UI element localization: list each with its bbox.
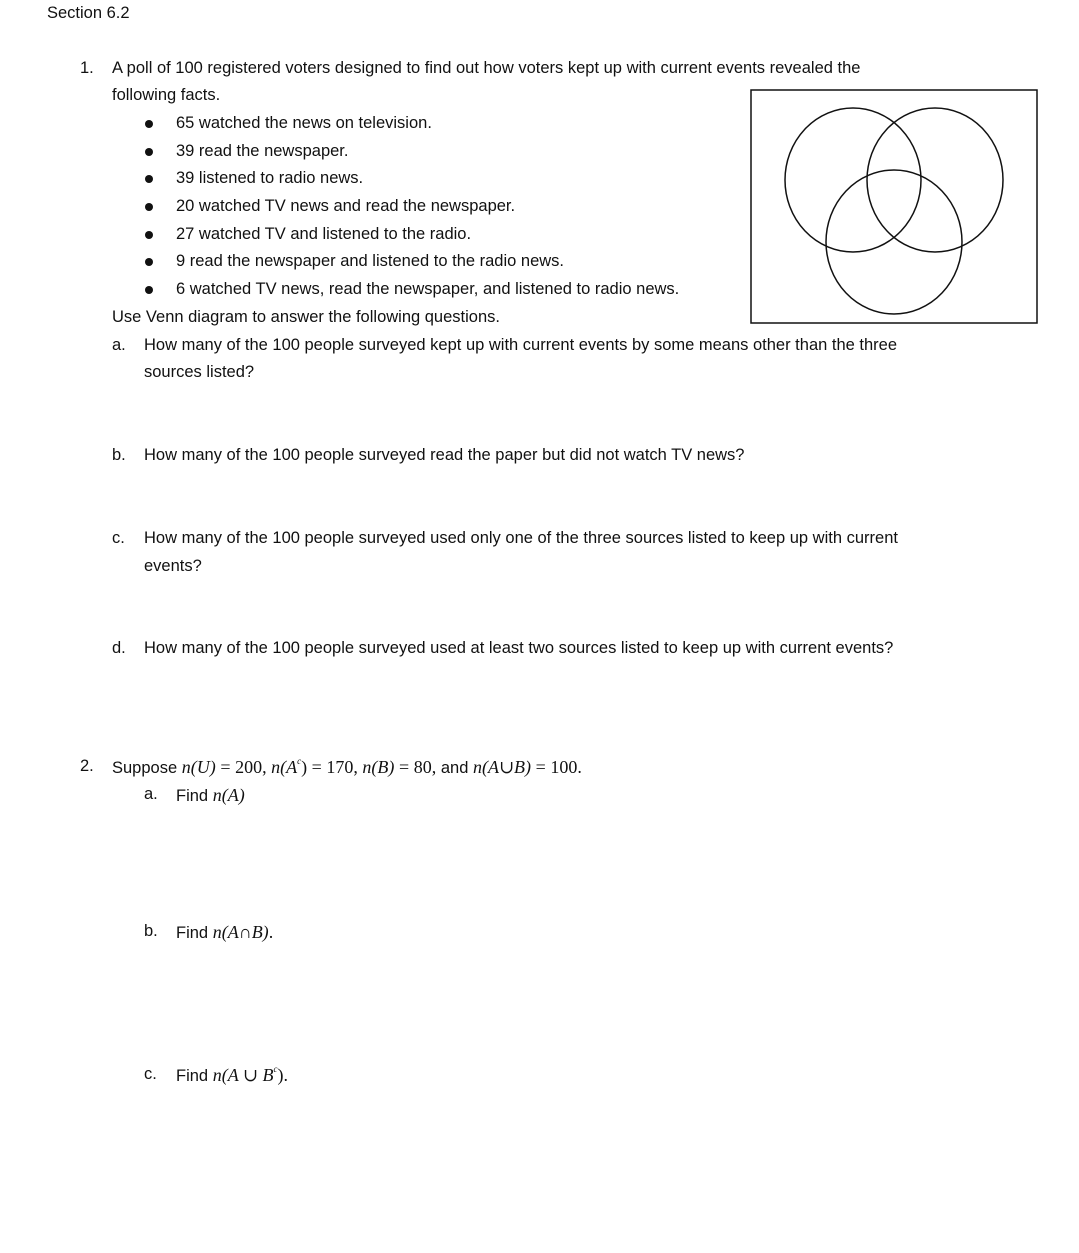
n-u-value: 200, xyxy=(235,757,272,777)
question-2c-text xyxy=(176,1065,288,1086)
fact-text: 27 watched TV and listened to the radio. xyxy=(176,225,472,243)
complement-superscript: c xyxy=(297,756,302,766)
bullet-icon xyxy=(145,286,153,294)
complement-superscript: c xyxy=(273,1064,278,1074)
fact-text: 65 watched the news on television. xyxy=(176,114,432,132)
question-1a-label: a. xyxy=(112,336,126,354)
fact-text: 6 watched TV news, read the newspaper, and listened to radio news. xyxy=(176,280,680,298)
question-2b-text xyxy=(176,922,273,943)
fact-text: 39 read the newspaper. xyxy=(176,142,349,160)
bullet-icon xyxy=(145,231,153,239)
question-2-number: 2. xyxy=(80,757,94,775)
question-1c-line-1: How many of the 100 people surveyed used only one of the three sources listed to keep up with current xyxy=(144,529,898,547)
question-1a-line-2: sources listed? xyxy=(144,363,255,381)
question-2a-label: a. xyxy=(144,785,158,803)
n-a-intersect-b-expression: n(A∩B) xyxy=(212,922,269,942)
expression-base: n(A ∪ B xyxy=(212,1065,274,1085)
question-2a-text xyxy=(176,785,245,806)
venn-circle-bottom xyxy=(826,170,962,314)
question-1b-text: How many of the 100 people surveyed read the paper but did not watch TV news? xyxy=(144,446,745,464)
n-u-expression: n(U) xyxy=(181,757,216,777)
find-word: Find xyxy=(176,1067,209,1085)
question-2c-label: c. xyxy=(144,1065,157,1083)
bullet-icon xyxy=(145,120,153,128)
find-word: Find xyxy=(176,787,209,805)
trailing-punctuation: ). xyxy=(277,1065,288,1085)
question-1c-label: c. xyxy=(112,529,125,547)
question-1b-label: b. xyxy=(112,446,126,464)
fact-text: 20 watched TV news and read the newspaper. xyxy=(176,197,516,215)
question-1a-line-1: How many of the 100 people surveyed kept up with current events by some means other than the three xyxy=(144,336,898,354)
question-2b-label: b. xyxy=(144,922,158,940)
n-a-complement-value: 170, xyxy=(326,757,363,777)
and-word: and xyxy=(440,759,469,777)
n-a-union-b-value: 100. xyxy=(550,757,582,777)
venn-circle-right xyxy=(867,108,1003,252)
equals-sign: = xyxy=(535,757,546,777)
n-b-expression: n(B) xyxy=(362,757,395,777)
equals-sign: = xyxy=(311,757,322,777)
equals-sign: = xyxy=(399,757,410,777)
question-2-statement xyxy=(112,757,582,778)
n-a-complement-base: n(A xyxy=(271,757,298,777)
question-1-intro-line-2: following facts. xyxy=(112,86,221,104)
question-1-intro-line-1: A poll of 100 registered voters designed to find out how voters kept up with current events revealed the xyxy=(112,59,861,77)
venn-instruction: Use Venn diagram to answer the following questions. xyxy=(112,308,500,326)
question-1d-label: d. xyxy=(112,639,126,657)
n-a-union-b-expression: n(A∪B) xyxy=(472,757,532,777)
question-1-number: 1. xyxy=(80,59,94,77)
fact-text: 9 read the newspaper and listened to the radio news. xyxy=(176,252,565,270)
venn-diagram xyxy=(750,89,1038,324)
section-title: Section 6.2 xyxy=(47,4,130,22)
suppose-word: Suppose xyxy=(112,759,178,777)
bullet-icon xyxy=(145,203,153,211)
bullet-icon xyxy=(145,258,153,266)
bullet-icon xyxy=(145,148,153,156)
universal-set-rectangle xyxy=(751,90,1037,323)
question-1d-text: How many of the 100 people surveyed used at least two sources listed to keep up with current events? xyxy=(144,639,894,657)
venn-circle-left xyxy=(785,108,921,252)
trailing-punctuation: . xyxy=(268,922,274,942)
question-1c-line-2: events? xyxy=(144,557,202,575)
n-a-union-b-complement-expression xyxy=(213,1065,288,1085)
close-paren: ) xyxy=(301,757,308,777)
find-word: Find xyxy=(176,924,209,942)
fact-text: 39 listened to radio news. xyxy=(176,169,364,187)
bullet-icon xyxy=(145,175,153,183)
n-b-value: 80, xyxy=(413,757,437,777)
equals-sign: = xyxy=(220,757,231,777)
n-a-expression: n(A) xyxy=(212,785,245,805)
n-a-complement-expression xyxy=(271,757,307,777)
